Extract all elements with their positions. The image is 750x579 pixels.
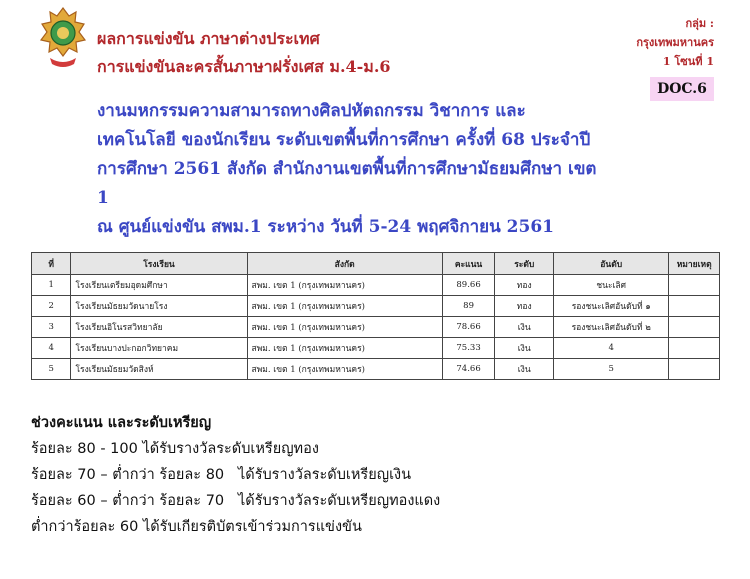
cell-level: ทอง xyxy=(495,296,554,317)
zone-label: 1 โซนที่ 1 xyxy=(662,55,714,68)
cell-affiliation: สพม. เขต 1 (กรุงเทพมหานคร) xyxy=(247,359,442,380)
cell-no: 1 xyxy=(32,275,71,296)
table-row xyxy=(32,338,720,359)
cell-note xyxy=(669,296,720,317)
cell-no: 4 xyxy=(32,338,71,359)
criteria-line: ร้อยละ 80 - 100 ได้รับรางวัลระดับเหรียญทอง xyxy=(31,441,319,457)
cell-score: 75.33 xyxy=(442,338,495,359)
event-line: ณ ศูนย์แข่งขัน สพม.1 ระหว่าง วันที่ 5-24 พฤศจิกายน 2561 xyxy=(97,217,554,237)
col-header-school: โรงเรียน xyxy=(71,253,247,275)
col-header-level: ระดับ xyxy=(495,253,554,275)
school-emblem-logo xyxy=(38,6,88,70)
cell-school: โรงเรียนเตรียมอุดมศึกษา xyxy=(71,275,247,296)
cell-affiliation: สพม. เขต 1 (กรุงเทพมหานคร) xyxy=(247,275,442,296)
cell-note xyxy=(669,317,720,338)
results-table xyxy=(31,252,720,380)
table-header-row xyxy=(32,253,720,275)
table-row xyxy=(32,296,720,317)
group-name: กรุงเทพมหานคร xyxy=(636,36,714,49)
cell-rank: รองชนะเลิศอันดับที่ ๒ xyxy=(554,317,669,338)
cell-level: เงิน xyxy=(495,317,554,338)
cell-score: 89.66 xyxy=(442,275,495,296)
group-info xyxy=(636,14,714,71)
cell-score: 78.66 xyxy=(442,317,495,338)
cell-no: 5 xyxy=(32,359,71,380)
col-header-no: ที่ xyxy=(32,253,71,275)
criteria-line: ร้อยละ 60 – ต่ำกว่า ร้อยละ 70 ได้รับรางวัลระดับเหรียญทองแดง xyxy=(31,493,441,509)
result-title: ผลการแข่งขัน ภาษาต่างประเทศ xyxy=(97,29,320,48)
event-line: งานมหกรรมความสามารถทางศิลปหัตถกรรม วิชาการ และ xyxy=(97,101,526,121)
competition-title: การแข่งขันละครสั้นภาษาฝรั่งเศส ม.4-ม.6 xyxy=(97,57,391,76)
group-label: กลุ่ม : xyxy=(685,17,714,30)
cell-level: ทอง xyxy=(495,275,554,296)
cell-affiliation: สพม. เขต 1 (กรุงเทพมหานคร) xyxy=(247,338,442,359)
cell-rank: ชนะเลิศ xyxy=(554,275,669,296)
cell-note xyxy=(669,359,720,380)
col-header-affiliation: สังกัด xyxy=(247,253,442,275)
table-row xyxy=(32,359,720,380)
doc-code-badge: DOC.6 xyxy=(650,77,714,101)
cell-score: 74.66 xyxy=(442,359,495,380)
event-description xyxy=(97,97,617,242)
cell-rank: 5 xyxy=(554,359,669,380)
event-line: 1 xyxy=(97,188,109,208)
criteria-line: ต่ำกว่าร้อยละ 60 ได้รับเกียรติบัตรเข้าร่วมการแข่งขัน xyxy=(31,519,362,535)
event-line: เทคโนโลยี ของนักเรียน ระดับเขตพื้นที่การศึกษา ครั้งที่ 68 ประจำปี xyxy=(97,130,591,150)
col-header-score: คะแนน xyxy=(442,253,495,275)
criteria-line: ร้อยละ 70 – ต่ำกว่า ร้อยละ 80 ได้รับรางวัลระดับเหรียญเงิน xyxy=(31,467,412,483)
criteria-heading: ช่วงคะแนน และระดับเหรียญ xyxy=(31,415,212,431)
cell-rank: รองชนะเลิศอันดับที่ ๑ xyxy=(554,296,669,317)
cell-affiliation: สพม. เขต 1 (กรุงเทพมหานคร) xyxy=(247,296,442,317)
score-criteria xyxy=(31,410,440,540)
cell-school: โรงเรียนอิโนรสวิทยาลัย xyxy=(71,317,247,338)
cell-level: เงิน xyxy=(495,338,554,359)
cell-score: 89 xyxy=(442,296,495,317)
table-row xyxy=(32,317,720,338)
cell-level: เงิน xyxy=(495,359,554,380)
table-row xyxy=(32,275,720,296)
cell-school: โรงเรียนมัธยมวัดนายโรง xyxy=(71,296,247,317)
event-line: การศึกษา 2561 สังกัด สำนักงานเขตพื้นที่การศึกษามัธยมศึกษา เขต xyxy=(97,159,597,179)
cell-no: 2 xyxy=(32,296,71,317)
cell-school: โรงเรียนบางปะกอกวิทยาคม xyxy=(71,338,247,359)
cell-rank: 4 xyxy=(554,338,669,359)
cell-note xyxy=(669,338,720,359)
col-header-note: หมายเหตุ xyxy=(669,253,720,275)
cell-no: 3 xyxy=(32,317,71,338)
cell-school: โรงเรียนมัธยมวัดสิงห์ xyxy=(71,359,247,380)
cell-affiliation: สพม. เขต 1 (กรุงเทพมหานคร) xyxy=(247,317,442,338)
col-header-rank: อันดับ xyxy=(554,253,669,275)
cell-note xyxy=(669,275,720,296)
